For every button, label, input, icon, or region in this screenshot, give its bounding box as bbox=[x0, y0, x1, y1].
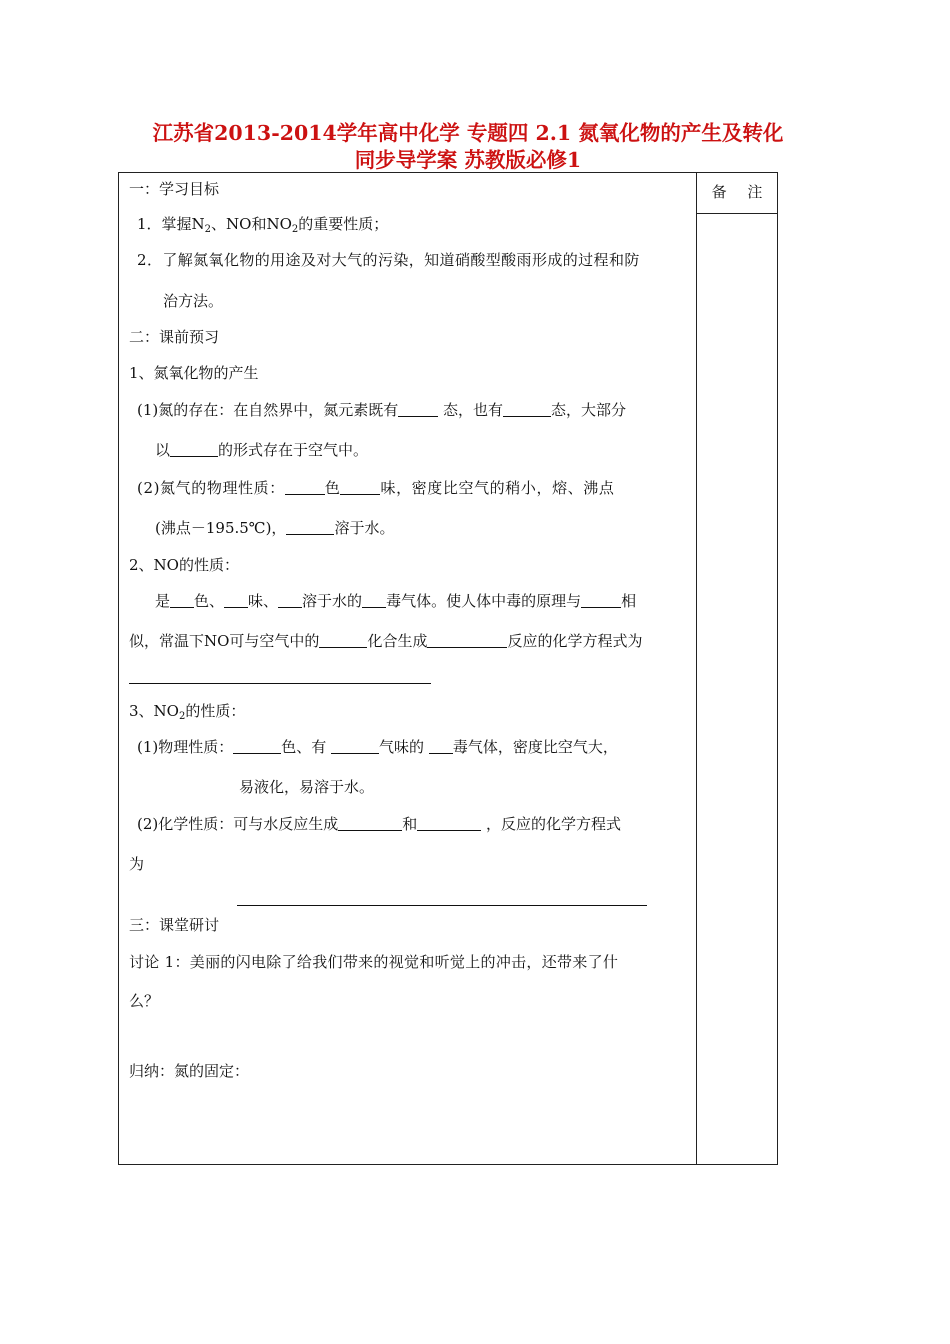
item2-line2: 似，常温下NO可与空气中的 化合生成 反应的化学方程式为 bbox=[129, 632, 643, 650]
blank[interactable] bbox=[417, 814, 481, 831]
goal-2-line-1: 2．了解氮氧化物的用途及对大气的污染，知道硝酸型酸雨形成的过程和防 bbox=[137, 251, 640, 269]
blank[interactable] bbox=[331, 737, 379, 754]
remarks-column bbox=[697, 173, 778, 1165]
item2-heading: 2、NO的性质： bbox=[129, 556, 239, 574]
goal-1: 1．掌握$N_2$、NO和$NO_2$的重要性质； bbox=[137, 215, 389, 235]
item2-line1: 是 色、 味、 溶于水的 毒气体。使人体中毒的原理与 相 bbox=[155, 592, 637, 610]
blank[interactable] bbox=[429, 737, 453, 754]
section1-heading: 一：学习目标 bbox=[129, 180, 220, 198]
equation-answer-line[interactable] bbox=[129, 683, 431, 684]
discussion-1-line-1: 讨论 1：美丽的闪电除了给我们带来的视觉和听觉上的冲击，还带来了什 bbox=[129, 953, 619, 971]
blank[interactable] bbox=[224, 591, 248, 608]
document-title bbox=[118, 120, 818, 174]
discussion-1-line-2: 么？ bbox=[129, 992, 160, 1010]
title-line-2: 同步导学案 苏教版必修1 bbox=[354, 148, 582, 172]
item1-paragraph1-line1: (1)氮的存在：在自然界中，氮元素既有 态，也有 态，大部分 bbox=[137, 401, 627, 419]
item1-heading: 1、氮氧化物的产生 bbox=[129, 364, 259, 382]
blank[interactable] bbox=[427, 631, 507, 648]
item1-paragraph2-line2: (沸点－195.5℃)， 溶于水。 bbox=[155, 519, 395, 537]
item1-paragraph1-line2: 以 的形式存在于空气中。 bbox=[155, 441, 369, 459]
section2-heading: 二：课前预习 bbox=[129, 328, 220, 346]
section3-heading: 三：课堂研讨 bbox=[129, 916, 220, 934]
item3-paragraph2-line1: (2)化学性质：可与水反应生成 和 ，反应的化学方程式 bbox=[137, 815, 622, 833]
blank[interactable] bbox=[581, 591, 621, 608]
blank[interactable] bbox=[362, 591, 386, 608]
blank[interactable] bbox=[170, 591, 194, 608]
blank[interactable] bbox=[233, 737, 281, 754]
remarks-header bbox=[697, 173, 777, 214]
item3-heading: 3、$NO_2$的性质： bbox=[129, 702, 246, 722]
remarks-header-label: 备 注 bbox=[711, 183, 771, 201]
blank[interactable] bbox=[278, 591, 302, 608]
main-content-cell bbox=[119, 173, 697, 1165]
equation-answer-line[interactable] bbox=[237, 905, 647, 906]
blank[interactable] bbox=[398, 400, 438, 417]
item3-paragraph1-line2: 易液化，易溶于水。 bbox=[239, 778, 375, 796]
blank[interactable] bbox=[285, 478, 325, 495]
item3-paragraph1-line1: (1)物理性质： 色、有 气味的 毒气体，密度比空气大， bbox=[137, 738, 618, 756]
blank[interactable] bbox=[170, 440, 218, 457]
title-line-1: 江苏省2013-2014学年高中化学 专题四 2.1 氮氧化物的产生及转化 bbox=[152, 121, 784, 145]
blank[interactable] bbox=[340, 478, 380, 495]
summary-label: 归纳：氮的固定： bbox=[129, 1062, 250, 1080]
goal-2-line-2: 治方法。 bbox=[163, 292, 224, 310]
blank[interactable] bbox=[286, 518, 334, 535]
blank[interactable] bbox=[503, 400, 551, 417]
blank[interactable] bbox=[338, 814, 402, 831]
item1-paragraph2-line1: (2)氮气的物理性质： 色 味，密度比空气的稍小，熔、沸点 bbox=[137, 479, 615, 497]
blank[interactable] bbox=[319, 631, 367, 648]
worksheet-table bbox=[118, 172, 778, 1165]
item3-paragraph2-line2: 为 bbox=[129, 855, 145, 873]
